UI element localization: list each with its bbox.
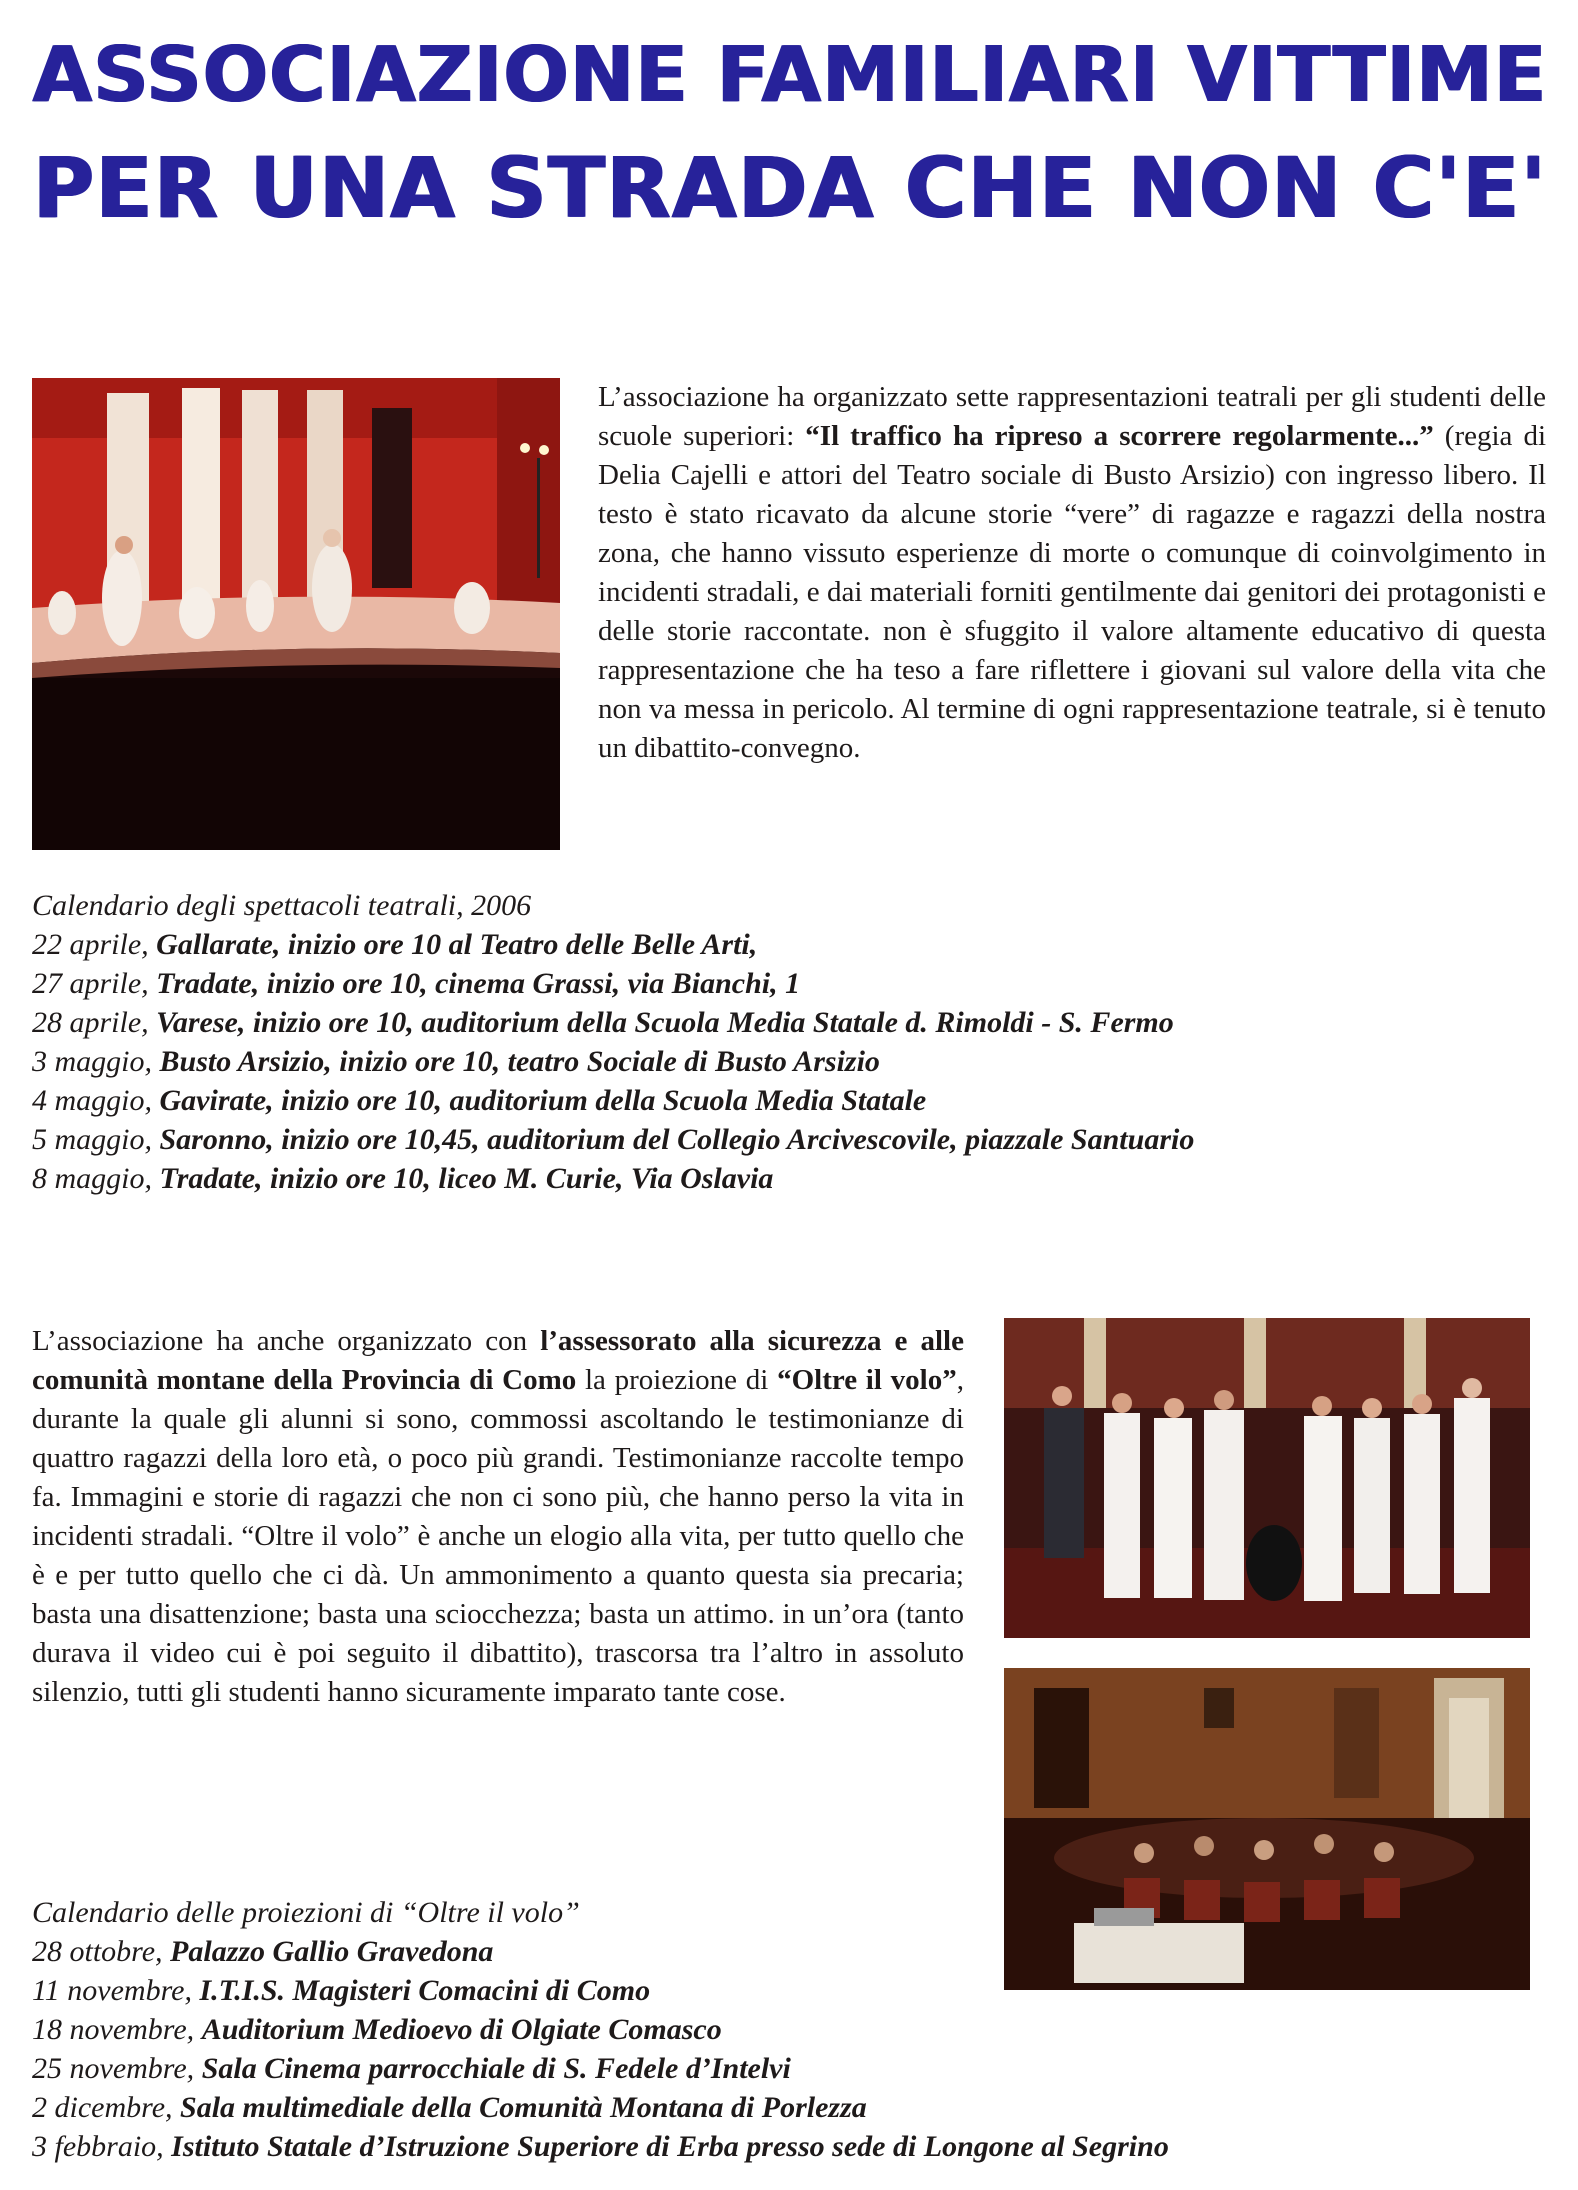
- list-item: 28 ottobre, Palazzo Gallio Gravedona: [32, 1935, 494, 1968]
- list-item: 2 dicembre, Sala multimediale della Comunità Montana di Porlezza: [32, 2091, 867, 2124]
- list-item: 11 novembre, I.T.I.S. Magisteri Comacini di Como: [32, 1974, 651, 2007]
- list-item: 3 febbraio, Istituto Statale d’Istruzione Superiore di Erba presso sede di Longone al Segrino: [32, 2130, 1169, 2163]
- title-line-2: PER UNA STRADA CHE NON C'E': [32, 139, 1548, 237]
- theatre-calendar: [32, 886, 1194, 1198]
- list-item: 5 maggio, Saronno, inizio ore 10,45, auditorium del Collegio Arcivescovile, piazzale Santuario: [32, 1123, 1195, 1156]
- title-line-1: ASSOCIAZIONE FAMILIARI VITTIME: [32, 31, 1548, 120]
- list-item: 25 novembre, Sala Cinema parrocchiale di S. Fedele d’Intelvi: [32, 2052, 791, 2085]
- list-item: 28 aprile, Varese, inizio ore 10, auditorium della Scuola Media Statale d. Rimoldi - S. Fermo: [32, 1006, 1174, 1039]
- projection-description: L’associazione ha anche organizzato con l’assessorato alla sicurezza e alle comunità montane della Provincia di Como la proiezione di “Oltre il volo”, durante la quale gli alunni si sono, commossi ascoltando le testimonianze di quattro ragazzi della loro età, o poco più grandi. Testimonianze raccolte tempo fa. Immagini e storie di ragazzi che non ci sono più, che hanno perso la vita in incidenti stradali. “Oltre il volo” è anche un elogio alla vita, per tutto quello che è e per tutto quello che ci dà. Un ammonimento a quanto questa sia precaria; basta una disattenzione; basta una sciocchezza; basta un attimo. in un’ora (tanto durava il video cui è poi seguito il dibattito), trascorsa tra l’altro in assoluto silenzio, tutti gli studenti hanno sicuramente imparato tante cose.: [32, 1325, 964, 1708]
- film-title: “Oltre il volo”: [777, 1364, 957, 1396]
- projection-calendar: [32, 1893, 1169, 2166]
- list-item: 4 maggio, Gavirate, inizio ore 10, auditorium della Scuola Media Statale: [32, 1084, 927, 1117]
- list-item: 18 novembre, Auditorium Medioevo di Olgiate Comasco: [32, 2013, 722, 2046]
- theatre-description: L’associazione ha organizzato sette rappresentazioni teatrali per gli studenti delle scuole superiori: “Il traffico ha ripreso a scorrere regolarmente...” (regia di Delia Cajelli e attori del Teatro sociale di Busto Arsizio) con ingresso libero. Il testo è stato ricavato da alcune storie “vere” di ragazze e ragazzi della nostra zona, che hanno vissuto esperienze di morte o comunque di coinvolgimento in incidenti stradali, e dai materiali forniti gentilmente dai genitori dei protagonisti e delle storie raccontate. non è sfuggito il valore altamente educativo di questa rappresentazione che ha teso a fare riflettere i giovani sul valore della vita che non va messa in pericolo. Al termine di ogni rappresentazione teatrale, si è tenuto un dibattito-convegno.: [598, 381, 1546, 764]
- play-title: “Il traffico ha ripreso a scorrere regolarmente...”: [805, 420, 1434, 452]
- list-item: 8 maggio, Tradate, inizio ore 10, liceo M. Curie, Via Oslavia: [32, 1162, 774, 1195]
- performers-photo: [1004, 1318, 1530, 1638]
- list-item: 3 maggio, Busto Arsizio, inizio ore 10, teatro Sociale di Busto Arsizio: [32, 1045, 880, 1078]
- projection-calendar-heading: Calendario delle proiezioni di “Oltre il volo”: [32, 1896, 580, 1929]
- list-item: 27 aprile, Tradate, inizio ore 10, cinema Grassi, via Bianchi, 1: [32, 967, 801, 1000]
- list-item: 22 aprile, Gallarate, inizio ore 10 al Teatro delle Belle Arti,: [32, 928, 758, 961]
- theatre-stage-photo: [32, 378, 560, 850]
- theatre-calendar-heading: Calendario degli spettacoli teatrali, 2006: [32, 889, 532, 922]
- page-title: [30, 20, 1550, 244]
- assessorato-name: l’assessorato alla sicurezza e alle comunità montane della Provincia di Como: [32, 1325, 964, 1396]
